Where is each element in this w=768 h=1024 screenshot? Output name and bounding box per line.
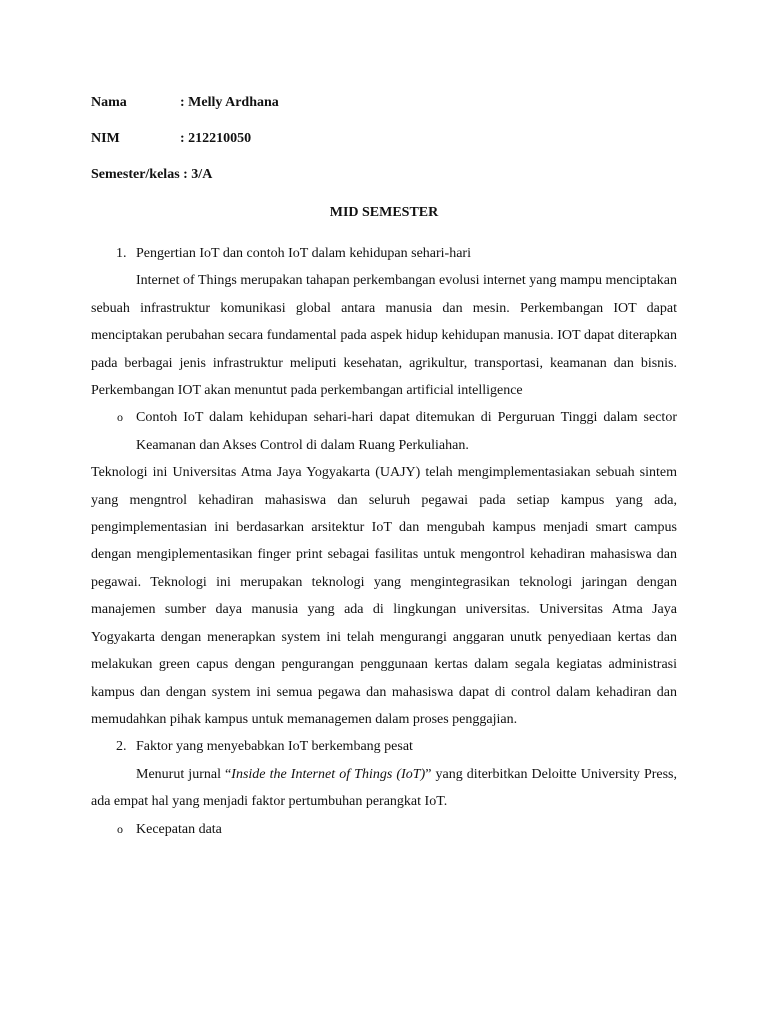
semester-line: Semester/kelas : 3/A [91, 167, 213, 182]
section-1-number: 1. [116, 246, 127, 261]
section-2-para-after: ” yang diterbitkan Deloitte University Press, ada empat hal yang menjadi faktor pertumbuhan perangkat IoT. [91, 766, 677, 810]
nim-label: NIM [91, 131, 120, 146]
section-2-para-before: Menurut jurnal “ [136, 766, 232, 782]
bullet-marker: o [117, 821, 123, 836]
section-2-heading [91, 733, 677, 760]
bullet-marker: o [117, 410, 123, 425]
section-1-heading-text: Pengertian IoT dan contoh IoT dalam kehidupan sehari-hari [136, 246, 471, 261]
section-2-bullet-text: Kecepatan data [136, 821, 222, 837]
section-1-bullet-text: Contoh IoT dalam kehidupan sehari-hari dapat ditemukan di Perguruan Tinggi dalam sector Keamanan dan Akses Control di dalam Ruang Perkuliahan. [136, 410, 677, 453]
page-title: MID SEMESTER [329, 205, 439, 220]
section-1-body: Teknologi ini Universitas Atma Jaya Yogyakarta (UAJY) telah mengimplementasiakan sebuah sintem yang mengntrol kehadiran mahasiswa dan seluruh pegawai pada setiap kampus yang ada, pengimplementasian ini berdasarkan arsitektur IoT dan mengubah kampus menjadi smart campus dengan mengiplementasikan finger print sebagai fasilitas untuk mengontrol kehadiran mahasiswa dan pegawai. Teknologi ini merupakan teknologi yang mengintegrasikan teknologi jaringan dengan manajemen sumber daya manusia yang ada di lingkungan universitas. Universitas Atma Jaya Yogyakarta dengan menerapkan system ini telah mengurangi anggaran unutk penyediaan kertas dan melakukan green capus dengan pengurangan penggunaan kertas dalam segala kegiatas administrasi kampus dan dengan system ini semua pegawa dan mahasiswa dapat di control dalam kehadiran dan memudahkan pihak kampus untuk memanagemen dalam proses penggajian. [91, 465, 677, 727]
section-2-number: 2. [116, 739, 127, 755]
section-1-bullet [91, 404, 677, 459]
section-2-bullet [91, 816, 677, 843]
journal-title: Inside the Internet of Things (IoT) [231, 766, 426, 782]
section-1-heading [91, 240, 677, 267]
section-2-paragraph [91, 761, 677, 816]
name-label: Nama [91, 95, 127, 110]
document-body [91, 240, 677, 843]
section-1-paragraph: Internet of Things merupakan tahapan perkembangan evolusi internet yang mampu menciptakan sebuah infrastruktur komunikasi global antara manusia dan mesin. Perkembangan IOT dapat menciptakan perubahan secara fundamental pada aspek hidup kehidupan manusia. IOT dapat diterapkan pada berbagai jenis infrastruktur meliputi kesehatan, agrikultur, transportasi, keamanan dan bisnis. Perkembangan IOT akan menuntut pada perkembangan artificial intelligence [91, 273, 677, 399]
nim-value: : 212210050 [180, 131, 252, 146]
name-value: : Melly Ardhana [180, 95, 279, 110]
section-2-heading-text: Faktor yang menyebabkan IoT berkembang pesat [136, 739, 413, 755]
